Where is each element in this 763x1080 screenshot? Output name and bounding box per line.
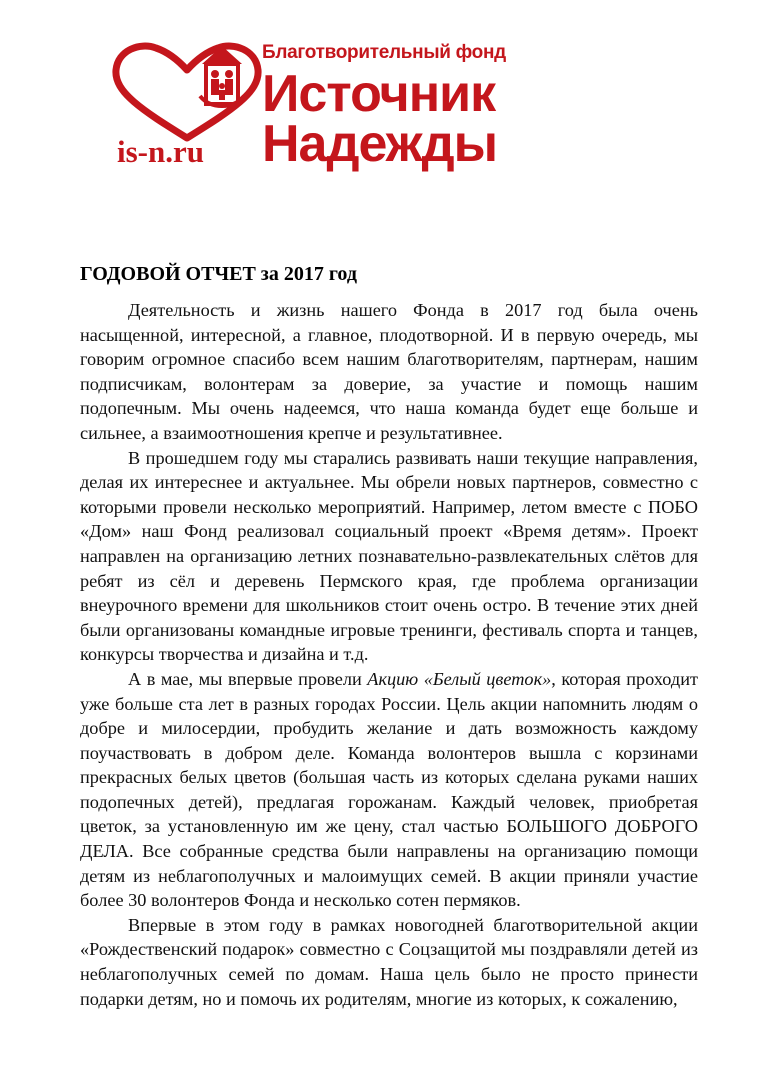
logo-name-line1: Источник [262,65,496,123]
paragraph-3-rest: , которая проходит уже больше ста лет в разных городах России. Цель акции напомнить людям о добре и милосердии, пробудить желание и дать возможность каждому поучаствовать в добром деле. Команда волонтеров вышла с корзинами прекрасных белых цветов (большая часть из которых сделана руками наших подопечных детей), предлагая горожанам. Каждый человек, приобретая цветок, за установленную им же цену, стал частью БОЛЬШОГО ДОБРОГО ДЕЛА. Все собранные средства были направлены на организацию помощи детям из неблагополучных и малоимущих семей. В акции приняли участие более 30 волонтеров Фонда и несколько сотен пермяков. [80,668,698,911]
logo-name-line2: Надежды [262,115,497,173]
paragraph-2: В прошедшем году мы старались развивать наши текущие направления, делая их интереснее и актуальнее. Мы обрели новых партнеров, совместно с которыми провели несколько мероприятий. Например, летом вместе с ПОБО «Дом» наш Фонд реализовал социальный проект «Время детям». Проект направлен на организацию летних познавательно-развлекательных слётов для ребят из сёл и деревень Пермского края, где проблема организации внеурочного времени для школьников стоит очень остро. В течение этих дней были организованы командные игровые тренинги, фестиваль спорта и танцев, конкурсы творчества и дизайна и т.д. [80,447,698,665]
document-body [80,298,698,1011]
paragraph-3 [80,667,698,913]
logo-subtitle: Благотворительный фонд [262,42,506,63]
paragraph-1: Деятельность и жизнь нашего Фонда в 2017 год была очень насыщенной, интересной, а главное, плодотворной. И в первую очередь, мы говорим огромное спасибо всем нашим благотворителям, партнерам, нашим подписчикам, волонтерам за доверие, за участие и помощь нашим подопечным. Мы очень надеемся, что наша команда будет еще больше и сильнее, а взаимоотношения крепче и результативнее. [80,300,698,443]
paragraph-4: Впервые в этом году в рамках новогодней благотворительной акции «Рождественский подарок» совместно с Соцзащитой мы поздравляли детей из неблагополучных семей по домам. Наша цель было не просто принести подарки детям, но и помочь их родителям, многие из которых, к сожалению, [80,914,698,1009]
document-title: ГОДОВОЙ ОТЧЕТ за 2017 год [80,263,357,285]
logo-url-text: is-n.ru [117,134,204,169]
paragraph-3-start: А в мае, мы впервые провели [128,668,368,689]
foundation-logo [112,40,522,173]
action-name-emphasis: Акцию «Белый цветок» [367,668,552,689]
